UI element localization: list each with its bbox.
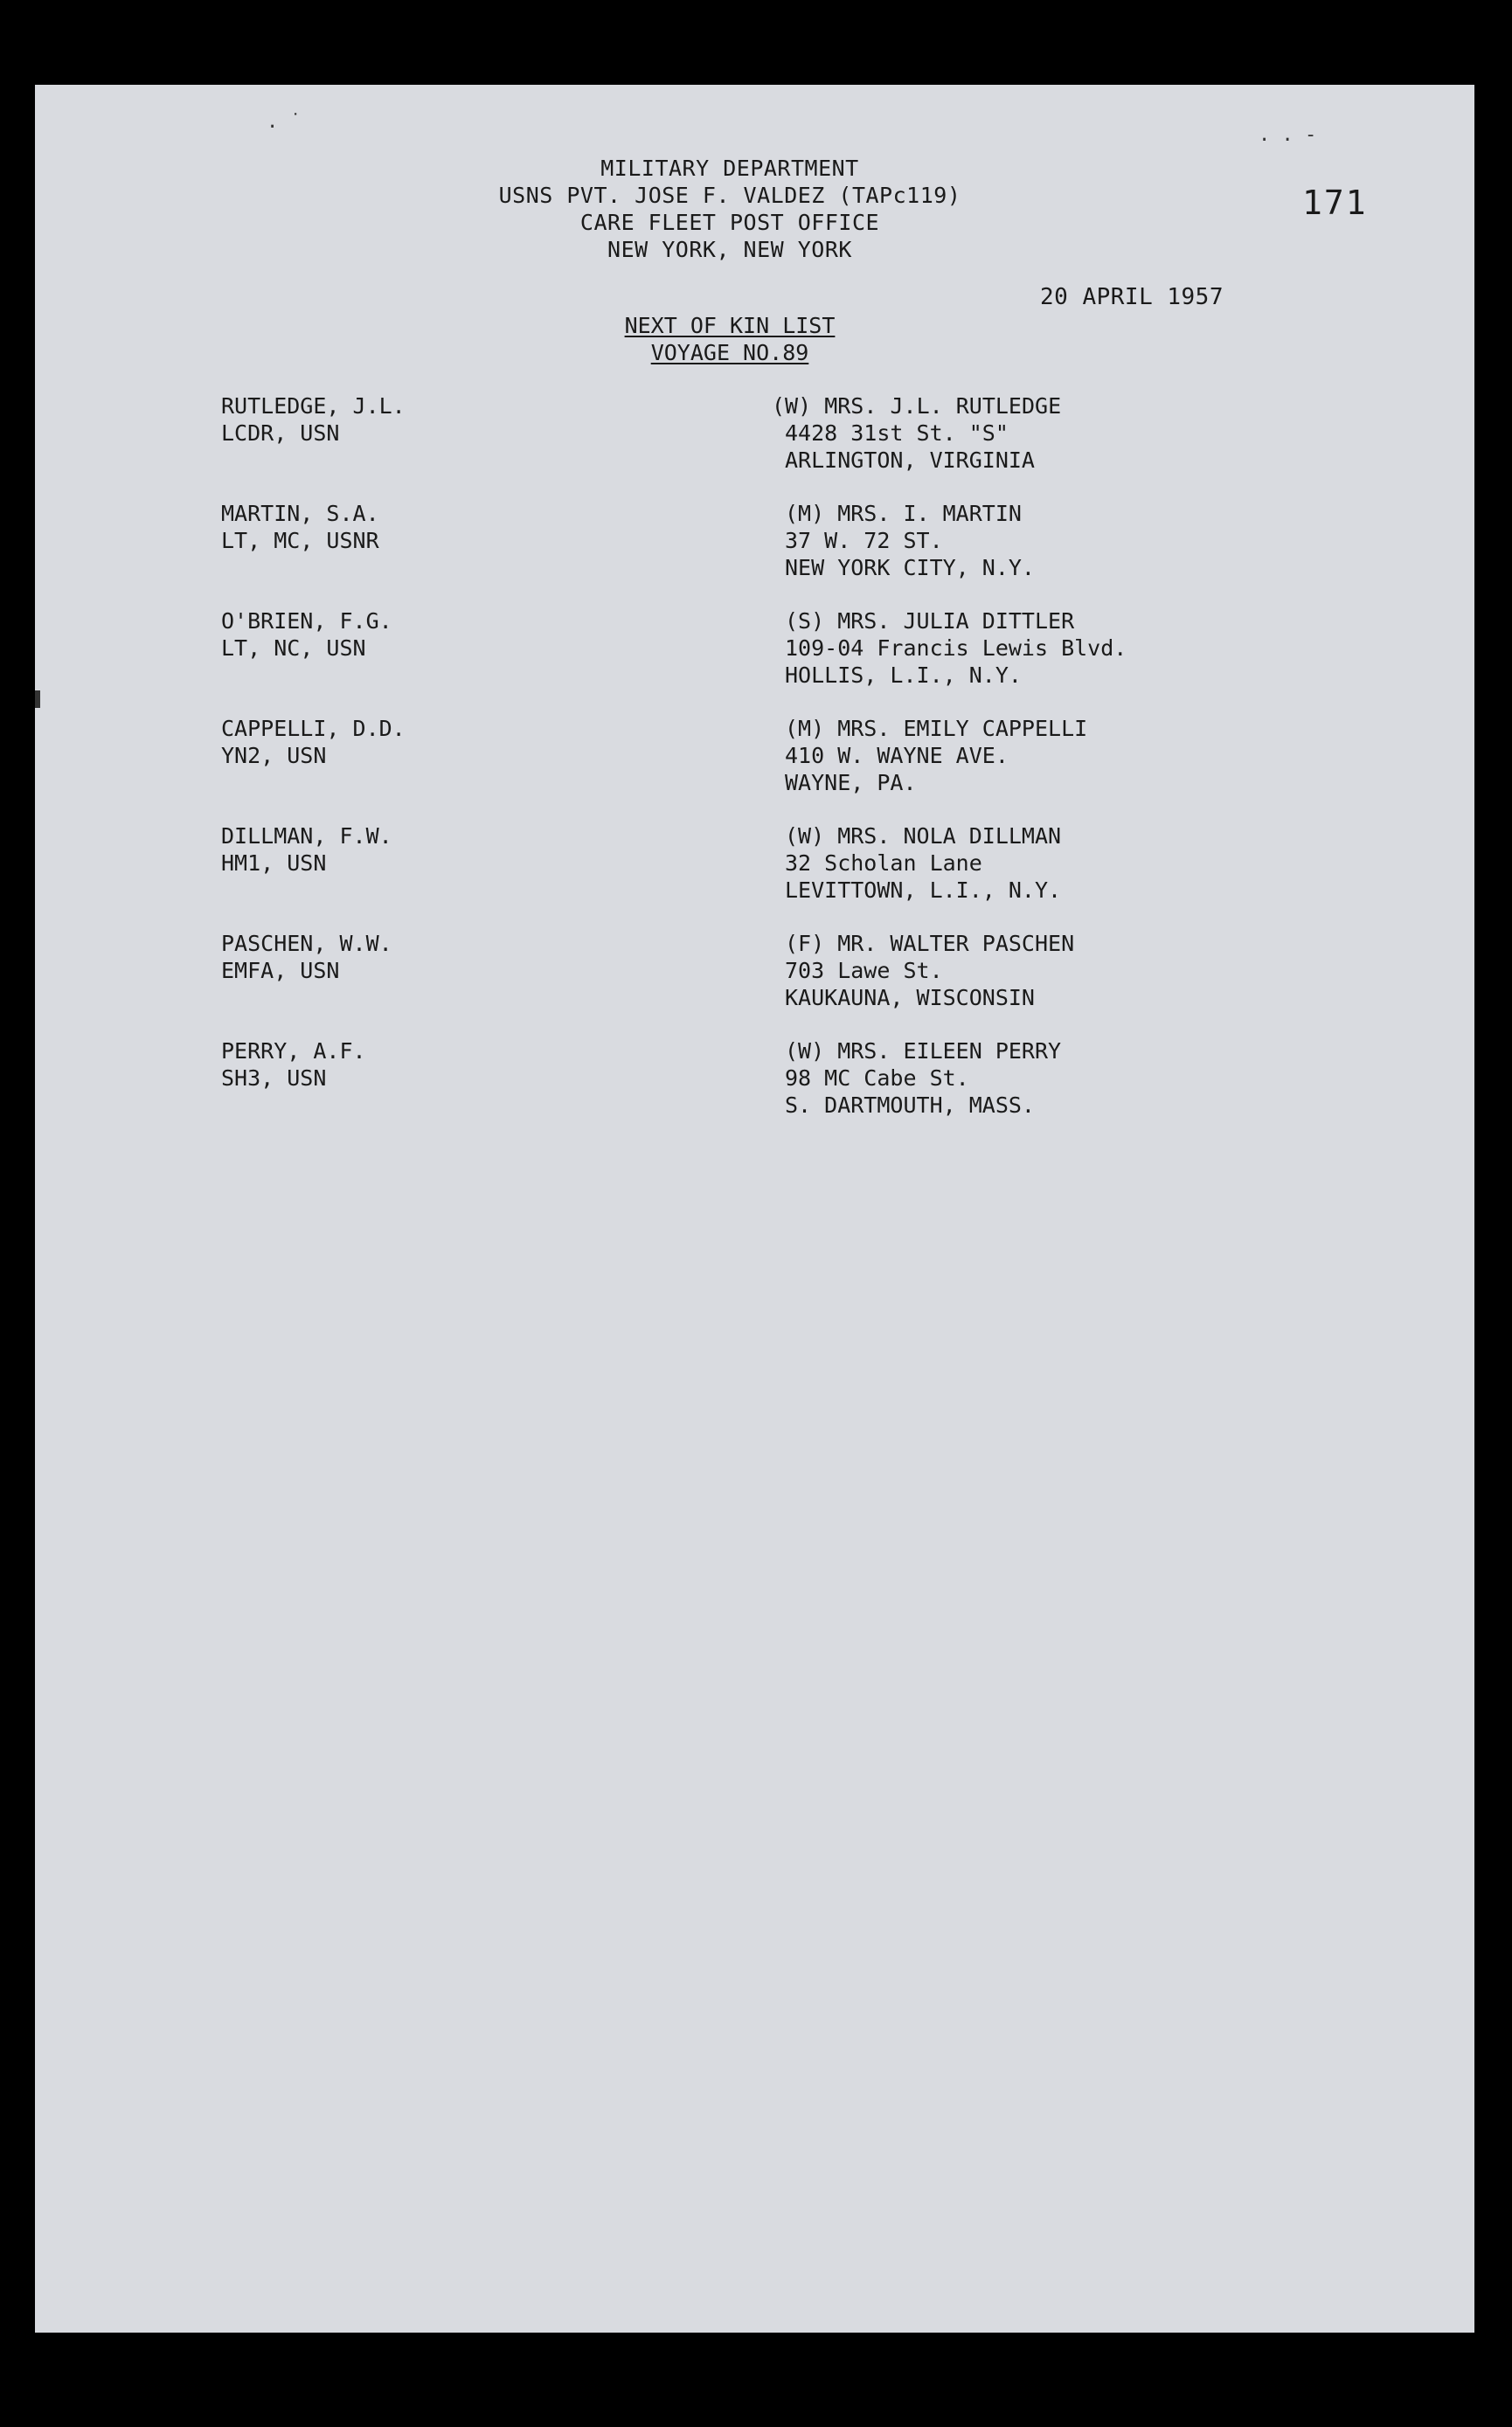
document-date: 20 APRIL 1957 <box>1040 284 1224 310</box>
kin-details <box>785 715 1309 796</box>
scan-speck: . . - <box>1259 124 1317 146</box>
kin-name: (W) MRS. NOLA DILLMAN <box>785 823 1062 849</box>
kin-name: (W) MRS. EILEEN PERRY <box>785 1038 1062 1064</box>
kin-address-line: NEW YORK CITY, N.Y. <box>785 555 1035 580</box>
service-member <box>221 1037 711 1092</box>
member-rank: LT, NC, USN <box>221 635 366 661</box>
member-rank: LCDR, USN <box>221 420 340 446</box>
kin-address-line: 703 Lawe St. <box>785 958 943 983</box>
service-member <box>221 607 711 662</box>
kin-details <box>785 930 1309 1011</box>
kin-name: (F) MR. WALTER PASCHEN <box>785 931 1075 956</box>
member-name: MARTIN, S.A. <box>221 501 379 526</box>
document-page <box>35 85 1474 2333</box>
kin-address-line: HOLLIS, L.I., N.Y. <box>785 662 1022 688</box>
kin-address-line: 32 Scholan Lane <box>785 850 982 876</box>
list-item <box>221 607 1270 715</box>
list-title-line: NEXT OF KIN LIST <box>624 313 836 338</box>
member-rank: SH3, USN <box>221 1065 327 1091</box>
member-name: PERRY, A.F. <box>221 1038 366 1064</box>
kin-details <box>772 392 1309 474</box>
list-item <box>221 1037 1270 1145</box>
member-rank: EMFA, USN <box>221 958 340 983</box>
kin-address-line: 410 W. WAYNE AVE. <box>785 743 1009 768</box>
kin-details <box>785 1037 1309 1119</box>
letterhead-line: NEW YORK, NEW YORK <box>607 237 852 262</box>
service-member <box>221 930 711 984</box>
scan-speck: . ˙ <box>267 111 302 133</box>
member-rank: LT, MC, USNR <box>221 528 379 553</box>
kin-details <box>785 500 1309 581</box>
member-name: DILLMAN, F.W. <box>221 823 392 849</box>
member-name: CAPPELLI, D.D. <box>221 716 406 741</box>
service-member <box>221 715 711 769</box>
kin-details <box>785 822 1309 904</box>
kin-address-line: WAYNE, PA. <box>785 770 917 795</box>
voyage-number: VOYAGE NO.89 <box>650 340 809 365</box>
list-title <box>35 312 1425 366</box>
letterhead-line: CARE FLEET POST OFFICE <box>579 210 880 235</box>
kin-address-line: 98 MC Cabe St. <box>785 1065 969 1091</box>
kin-address-line: S. DARTMOUTH, MASS. <box>785 1092 1035 1118</box>
kin-address-line: LEVITTOWN, L.I., N.Y. <box>785 877 1062 903</box>
kin-name: (M) MRS. EMILY CAPPELLI <box>785 716 1088 741</box>
member-rank: HM1, USN <box>221 850 327 876</box>
kin-address-line: 109-04 Francis Lewis Blvd. <box>785 635 1127 661</box>
letterhead-line: MILITARY DEPARTMENT <box>600 156 859 181</box>
list-item <box>221 715 1270 822</box>
page-number: 171 <box>1302 184 1368 222</box>
kin-details <box>785 607 1309 689</box>
kin-address-line: KAUKAUNA, WISCONSIN <box>785 985 1035 1010</box>
kin-address-line: ARLINGTON, VIRGINIA <box>785 447 1035 473</box>
list-item <box>221 822 1270 930</box>
member-rank: YN2, USN <box>221 743 327 768</box>
member-name: O'BRIEN, F.G. <box>221 608 392 634</box>
letterhead-line: USNS PVT. JOSE F. VALDEZ (TAPc119) <box>498 183 961 208</box>
member-name: RUTLEDGE, J.L. <box>221 393 406 419</box>
kin-name: (W) MRS. J.L. RUTLEDGE <box>772 393 1062 419</box>
kin-name: (M) MRS. I. MARTIN <box>785 501 1022 526</box>
service-member <box>221 822 711 877</box>
member-name: PASCHEN, W.W. <box>221 931 392 956</box>
next-of-kin-list <box>221 392 1270 1145</box>
service-member <box>221 392 711 447</box>
scan-edge-mark <box>35 690 40 708</box>
kin-address-line: 4428 31st St. "S" <box>785 420 1009 446</box>
list-item <box>221 392 1270 500</box>
service-member <box>221 500 711 554</box>
kin-address-line: 37 W. 72 ST. <box>785 528 943 553</box>
kin-name: (S) MRS. JULIA DITTLER <box>785 608 1075 634</box>
list-item <box>221 500 1270 607</box>
letterhead <box>35 155 1425 263</box>
list-item <box>221 930 1270 1037</box>
